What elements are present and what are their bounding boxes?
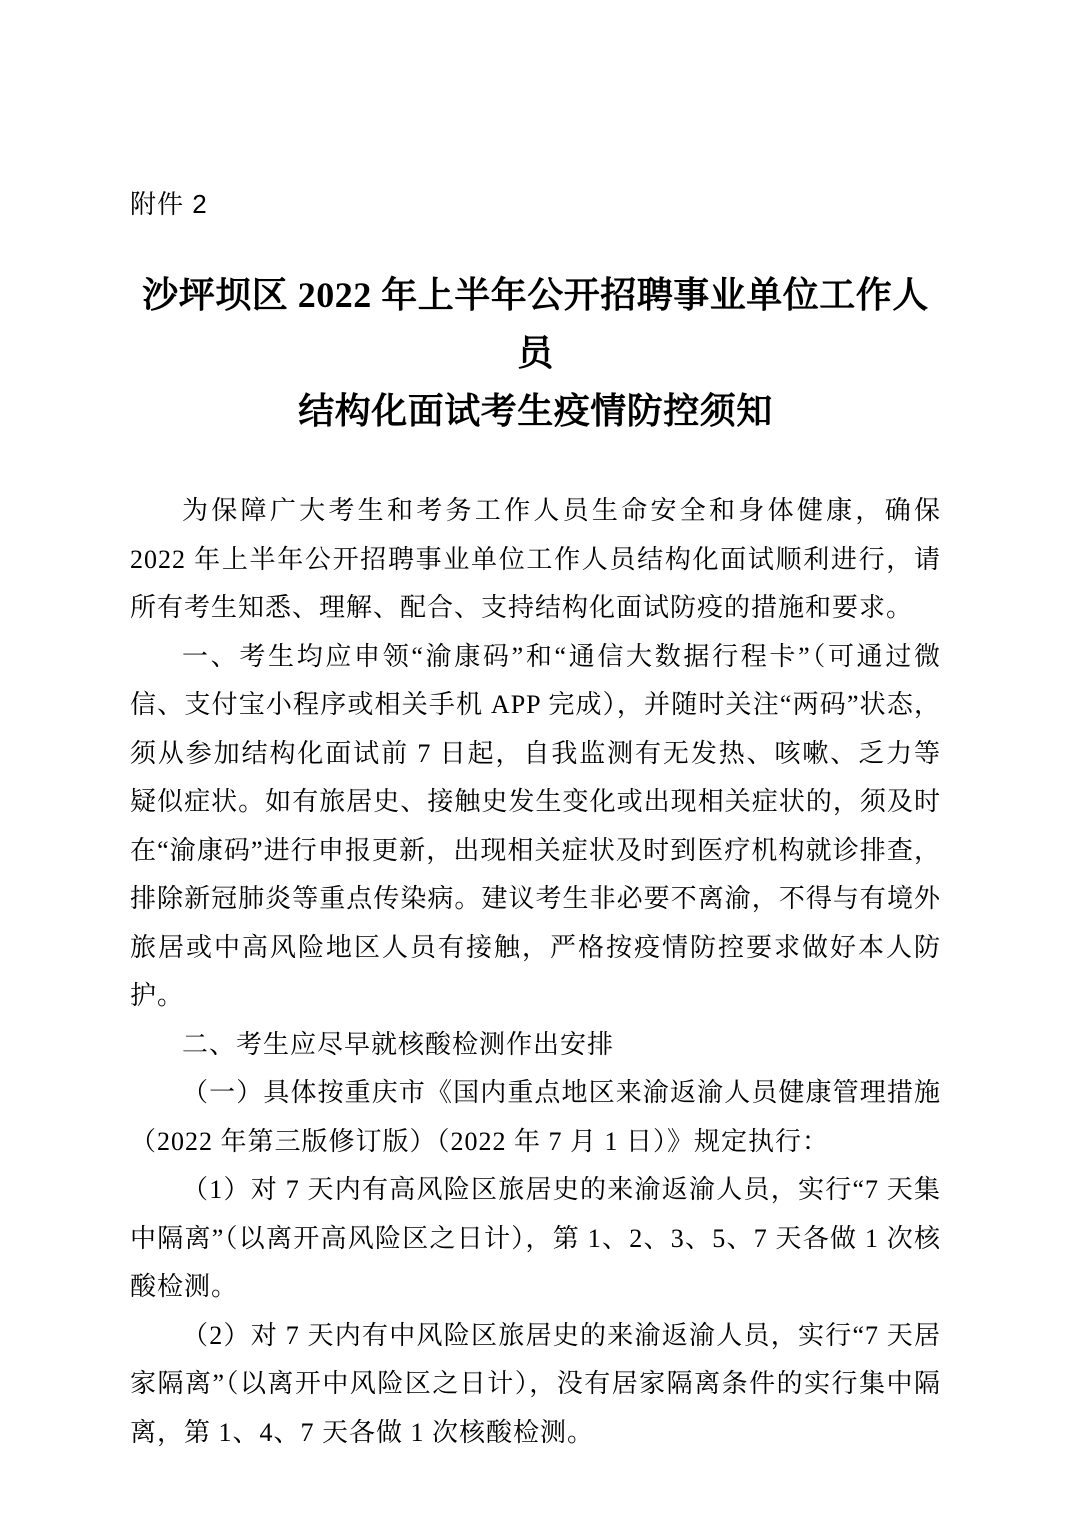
document-title-line-2: 结构化面试考生疫情防控须知 [298, 391, 773, 431]
paragraph-item-2-sub-1: （一）具体按重庆市《国内重点地区来渝返渝人员健康管理措施（2022 年第三版修订版）（2022 年 7 月 1 日）》规定执行： [130, 1078, 941, 1156]
document-body [130, 487, 941, 1457]
paragraph-item-2-sub-1-point-2: （2）对 7 天内有中风险区旅居史的来渝返渝人员，实行“7 天居家隔离”（以离开中风险区之日计），没有居家隔离条件的实行集中隔离，第 1、4、7 天各做 1 次核酸检测。 [130, 1320, 941, 1447]
paragraph-intro: 为保障广大考生和考务工作人员生命安全和身体健康，确保 2022 年上半年公开招聘事业单位工作人员结构化面试顺利进行，请所有考生知悉、理解、配合、支持结构化面试防疫的措施和要求。 [130, 496, 941, 622]
paragraph-item-2-sub-1-point-1: （1）对 7 天内有高风险区旅居史的来渝返渝人员，实行“7 天集中隔离”（以离开高风险区之日计），第 1、2、3、5、7 天各做 1 次核酸检测。 [130, 1175, 941, 1301]
attachment-label: 附件 2 [130, 189, 208, 219]
paragraph-item-1: 一、考生均应申领“渝康码”和“通信大数据行程卡”（可通过微信、支付宝小程序或相关手机 APP 完成），并随时关注“两码”状态，须从参加结构化面试前 7 日起，自我监测有无发热、咳嗽、乏力等疑似症状。如有旅居史、接触史发生变化或出现相关症状的，须及时在“渝康码”进行申报更新，出现相关症状及时到医疗机构就诊排查，排除新冠肺炎等重点传染病。建议考生非必要不离渝，不得与有境外旅居或中高风险地区人员有接触，严格按疫情防控要求做好本人防护。 [130, 641, 941, 1010]
paragraph-item-2: 二、考生应尽早就核酸检测作出安排 [182, 1029, 615, 1059]
document-title-line-1: 沙坪坝区 2022 年上半年公开招聘事业单位工作人员 [142, 275, 929, 373]
document-title [130, 266, 941, 440]
